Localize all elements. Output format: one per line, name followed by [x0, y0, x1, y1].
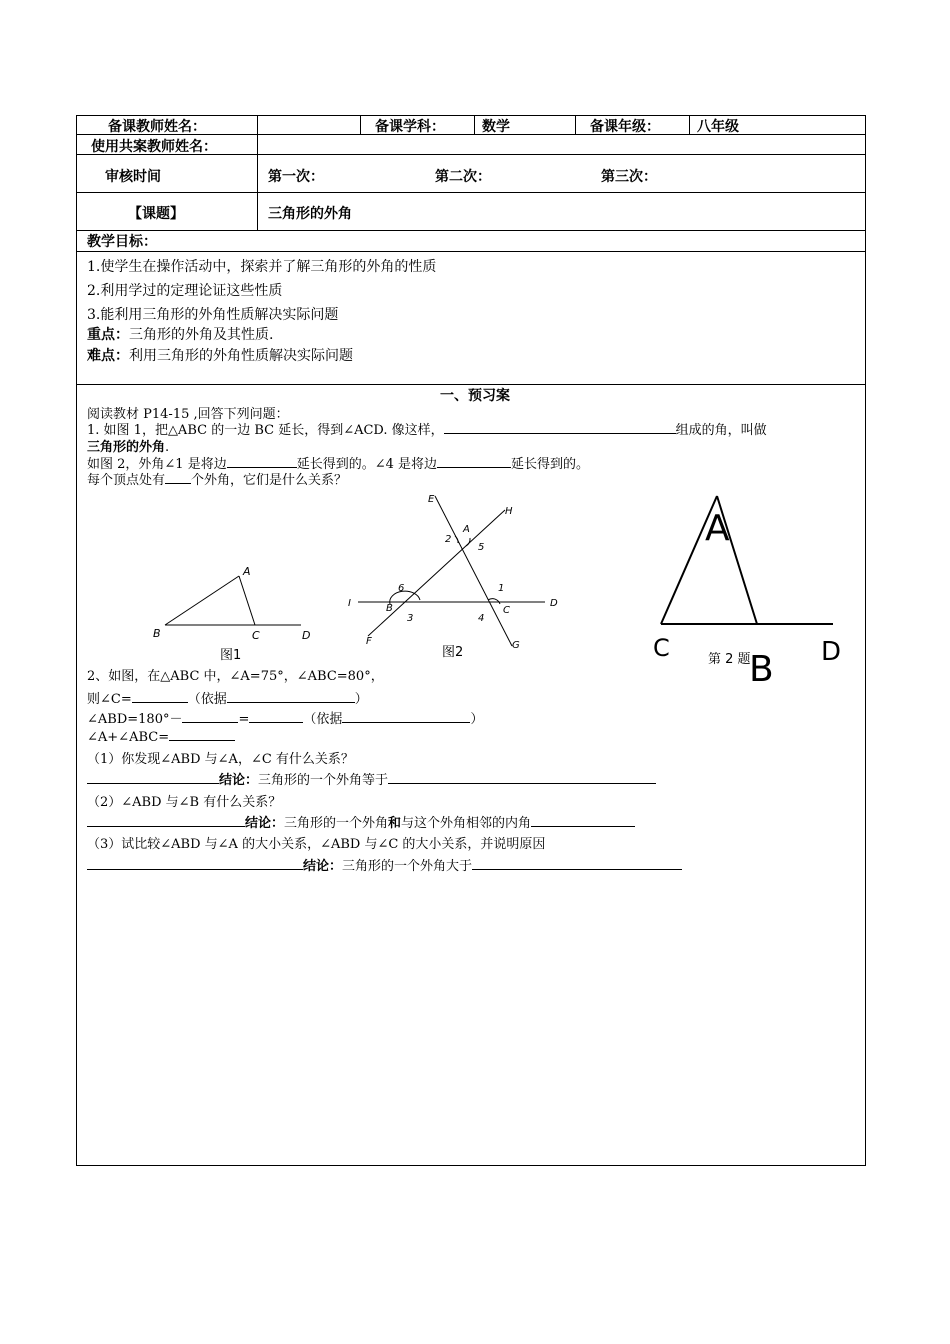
blank[interactable]: [472, 857, 682, 870]
q2-line-3: [87, 708, 483, 727]
fig2-label-3: 3: [407, 613, 414, 624]
q2-line-3-d: ）: [470, 712, 484, 727]
fig1-label-c: C: [252, 629, 260, 642]
q2-sub-2: （2）∠ABD 与∠B 有什么关系？: [87, 795, 282, 810]
teacher-label: 备课教师姓名：: [108, 119, 206, 135]
fig3-label-d: D: [821, 637, 842, 667]
exterior-angle-term: 三角形的外角: [87, 440, 166, 455]
shared-teacher-label: 使用共案教师姓名：: [91, 139, 217, 155]
figure-3: [645, 488, 850, 688]
conclusion-2-text-c: 与这个外角相邻的内角: [401, 816, 532, 831]
conclusion-2: [87, 812, 635, 831]
grade-value: 八年级: [697, 119, 739, 135]
q2-line-2-c: ）: [354, 692, 368, 707]
objectives-heading: 教学目标：: [87, 234, 157, 250]
q2-line-2: [87, 688, 368, 707]
fig2-label-b: B: [386, 603, 393, 614]
fig2-label-c: C: [503, 605, 510, 616]
read-instruction: 阅读教材 P14-15 ,回答下列问题：: [87, 407, 289, 422]
blank[interactable]: [227, 690, 355, 703]
q1-fig2-text-b: 延长得到的。∠4 是将边: [296, 457, 437, 472]
q1-fig2-text-a: 如图 2，外角∠1 是将边: [87, 457, 227, 472]
col-divider: [257, 116, 258, 230]
fig2-label-4: 4: [478, 613, 485, 624]
fig2-label-g: G: [512, 640, 520, 651]
conclusion-2-text-a: 三角形的一个外角: [284, 816, 389, 831]
q2-sub-3: （3）试比较∠ABD 与∠A 的大小关系，∠ABD 与∠C 的大小关系，并说明原因: [87, 837, 546, 852]
objective-item: 3.能利用三角形的外角性质解决实际问题: [87, 307, 339, 323]
conclusion-3-text: 三角形的一个外角大于: [342, 859, 473, 874]
blank[interactable]: [249, 710, 303, 723]
difficulty-point: [87, 345, 353, 365]
fig1-label-d: D: [302, 629, 311, 642]
blank[interactable]: [132, 690, 188, 703]
fig3-label-b: B: [749, 649, 774, 688]
grade-label: 备课年级：: [590, 119, 660, 135]
col-divider: [575, 116, 576, 134]
blank[interactable]: [437, 455, 511, 468]
preview-heading: 一、预习案: [440, 388, 510, 404]
fig2-label-1: 1: [498, 583, 505, 594]
angle-arc-2: [455, 536, 458, 543]
conclusion-1: [87, 769, 656, 788]
objective-item: 1.使学生在操作活动中，探索并了解三角形的外角的性质: [87, 259, 437, 275]
fig2-label-2: 2: [445, 534, 452, 545]
blank[interactable]: [531, 814, 635, 827]
review-third-label: 第三次：: [601, 169, 657, 185]
q2-line-3-a: ∠ABD=180°－: [87, 712, 183, 727]
fig3-label-c: C: [653, 634, 670, 662]
key-point-label: 重点：: [87, 327, 129, 343]
q2-sub-1: （1）你发现∠ABD 与∠A，∠C 有什么关系？: [87, 752, 354, 767]
col-divider: [689, 116, 690, 134]
key-point-text: 三角形的外角及其性质.: [129, 327, 274, 343]
blank[interactable]: [87, 857, 303, 870]
blank[interactable]: [87, 771, 219, 784]
topic-label: 【课题】: [128, 206, 184, 222]
blank[interactable]: [169, 728, 235, 741]
fig1-label-a: A: [243, 565, 251, 578]
figure-2: [340, 488, 580, 660]
conclusion-label: 结论：: [245, 816, 285, 831]
blank[interactable]: [388, 771, 656, 784]
topic-value: 三角形的外角: [268, 206, 352, 222]
key-point: [87, 324, 273, 344]
line-hf: [368, 510, 505, 636]
q1-text-a: 1. 如图 1，把△ABC 的一边 BC 延长，得到∠ACD. 像这样，: [87, 423, 444, 438]
fig1-caption: 图1: [220, 648, 242, 663]
difficulty-label: 难点：: [87, 348, 129, 364]
q2-line-2-b: （依据: [187, 692, 227, 707]
blank[interactable]: [444, 421, 676, 434]
fig2-label-h: H: [505, 506, 513, 517]
fig2-label-6: 6: [398, 583, 405, 594]
difficulty-text: 利用三角形的外角性质解决实际问题: [129, 348, 353, 364]
question-1-line: [87, 419, 767, 438]
conclusion-label: 结论：: [303, 859, 343, 874]
blank[interactable]: [342, 710, 470, 723]
fig2-label-d: D: [550, 598, 558, 609]
blank[interactable]: [227, 455, 297, 468]
q2-line-2-a: 则∠C=: [87, 692, 132, 707]
review-first-label: 第一次：: [268, 169, 324, 185]
q1-text-b: 组成的角，叫做: [675, 423, 767, 438]
segment-ac: [239, 576, 255, 625]
subject-label: 备课学科：: [375, 119, 445, 135]
q1-fig2-text-c: 延长得到的。: [511, 457, 590, 472]
fig3-caption: 第 2 题: [708, 652, 751, 667]
line-eg: [435, 496, 512, 646]
q2-line-4: [87, 728, 235, 745]
subject-value: 数学: [482, 119, 510, 135]
fig2-label-e: E: [428, 494, 435, 505]
q1-vertex-text-a: 每个顶点处有: [87, 473, 166, 488]
fig2-label-5: 5: [478, 542, 485, 553]
blank[interactable]: [165, 471, 191, 484]
fig2-label-i: I: [348, 598, 351, 609]
q1-vertex-text-b: 个外角，它们是什么关系？: [191, 473, 348, 488]
q2-line-3-b: =: [238, 712, 250, 727]
row-divider: [77, 251, 865, 252]
conclusion-1-text: 三角形的一个外角等于: [258, 773, 389, 788]
review-second-label: 第二次：: [435, 169, 491, 185]
q1-end: .: [165, 440, 170, 455]
col-divider: [360, 116, 361, 134]
conclusion-2-text-b: 和: [388, 816, 402, 831]
review-label: 审核时间: [105, 169, 161, 185]
segment-ba: [165, 576, 239, 625]
q2-line-4-text: ∠A+∠ABC=: [87, 730, 170, 745]
row-divider: [77, 230, 865, 231]
fig2-caption: 图2: [442, 645, 464, 660]
fig2-label-a: A: [463, 524, 470, 535]
fig2-label-f: F: [366, 636, 372, 647]
fig3-label-a: A: [705, 508, 730, 549]
col-divider: [474, 116, 475, 134]
objective-item: 2.利用学过的定理论证这些性质: [87, 283, 283, 299]
blank[interactable]: [182, 710, 238, 723]
q2-line-1: 2、如图，在△ABC 中，∠A=75°，∠ABC=80°，: [87, 669, 384, 684]
question-1-vertex-line: [87, 469, 347, 488]
figure-1: [140, 555, 320, 665]
conclusion-label: 结论：: [219, 773, 259, 788]
row-divider: [77, 192, 865, 193]
fig1-label-b: B: [153, 627, 161, 640]
conclusion-3: [87, 855, 682, 874]
q2-line-3-c: （依据: [303, 712, 343, 727]
blank[interactable]: [87, 814, 245, 827]
